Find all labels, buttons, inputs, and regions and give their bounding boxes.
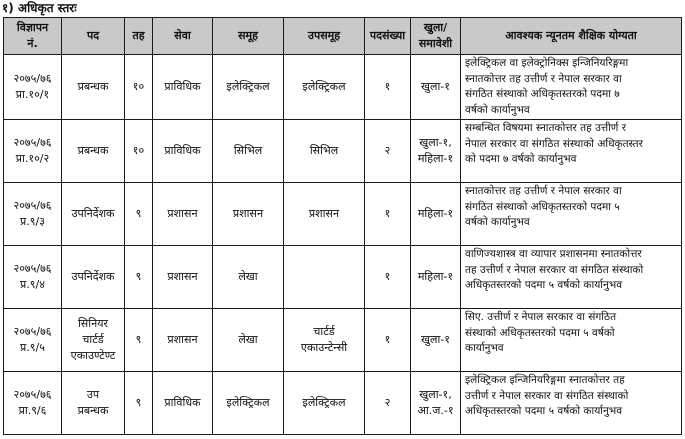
level-cell: ९	[125, 183, 153, 246]
qualification-line: तह उत्तीर्ण र नेपाल सरकार वा संगठित संस्थाको	[465, 263, 644, 276]
table-row	[4, 120, 682, 183]
category-line: खुला-१,	[419, 388, 452, 401]
post-line: उपनिर्देशक	[71, 207, 115, 220]
category-line: महिला-१	[417, 270, 454, 283]
ad-no-cell	[4, 309, 62, 372]
qualification-line: कार्यानुभव	[465, 342, 504, 354]
qualification-cell	[461, 120, 682, 183]
post-line: सिनियर	[77, 317, 109, 330]
qualification-line: स्नातकोत्तर तह उत्तीर्ण र नेपाल सरकार वा	[465, 185, 622, 197]
category-line: खुला-१,	[419, 136, 452, 149]
qualification-line: वाणिज्यशास्त्र वा व्यापार प्रशासनमा स्नातकोत्तर	[465, 248, 642, 260]
group-cell: प्रशासन	[213, 183, 284, 246]
table-body	[4, 55, 682, 435]
qualification-cell	[461, 55, 682, 120]
ad-no-line: प्रा.९/६	[18, 404, 47, 417]
category-line: खुला-१	[421, 333, 450, 346]
post-cell	[62, 309, 125, 372]
ad-no-line: २०७५/७६	[13, 388, 52, 401]
service-cell: प्रशासन	[153, 309, 213, 372]
post-line: उप	[86, 388, 100, 401]
ad-no-line: २०७५/७६	[13, 199, 52, 212]
service-cell: प्राविधिक	[153, 55, 213, 120]
subgroup-line: इलेक्ट्रिकल	[302, 80, 346, 93]
subgroup-cell	[284, 372, 365, 435]
post-cell	[62, 246, 125, 309]
category-cell	[411, 309, 461, 372]
ad-no-line: प्र.९/३	[20, 215, 45, 228]
qualification-line: उत्तीर्ण र नेपाल सरकार वा संगठित संस्थाको	[465, 389, 629, 402]
vacancy-table	[3, 17, 682, 435]
subgroup-cell	[284, 183, 365, 246]
level-cell: ९	[125, 372, 153, 435]
ad-no-line: प्रा.१०/१	[15, 88, 50, 101]
ad-no-line: २०७५/७६	[13, 136, 52, 149]
post-cell	[62, 120, 125, 183]
header-ad-no-line: नं.	[27, 37, 38, 50]
post-line: एकाउण्टेण्ट	[70, 349, 116, 362]
category-line: महिला-१	[417, 207, 454, 220]
qualification-line: इलेक्ट्रिकल वा इलेक्ट्रोनिक्स इन्जिनियरिङ्गमा	[465, 57, 629, 69]
qualification-cell	[461, 372, 682, 435]
subgroup-line: इलेक्ट्रिकल	[302, 396, 346, 409]
service-cell: प्रशासन	[153, 183, 213, 246]
qualification-line: नेपाल सरकार वा संगठित संस्थाको अधिकृतस्तर	[465, 137, 643, 150]
subgroup-cell	[284, 120, 365, 183]
group-cell: लेखा	[213, 246, 284, 309]
header-row	[4, 18, 682, 55]
count-cell: २	[365, 372, 411, 435]
qualification-line: सिए. उत्तीर्ण र नेपाल सरकार वा संगठित	[465, 311, 617, 323]
service-cell: प्राविधिक	[153, 120, 213, 183]
ad-no-cell	[4, 372, 62, 435]
header-qualification: आवश्यक न्यूनतम शैक्षिक योग्यता	[461, 18, 682, 55]
count-cell: १	[365, 246, 411, 309]
level-cell: ९	[125, 246, 153, 309]
ad-no-cell	[4, 183, 62, 246]
count-cell: १	[365, 183, 411, 246]
qualification-cell	[461, 183, 682, 246]
ad-no-line: प्र.९/५	[20, 341, 45, 354]
subgroup-line: एकाउन्टेन्सी	[300, 341, 348, 354]
post-line: प्रबन्धक	[77, 144, 109, 157]
level-cell: १०	[125, 120, 153, 183]
qualification-line: संस्थाको अधिकृतस्तरको पदमा ५ वर्षको	[465, 326, 615, 339]
subgroup-line: चार्टर्ड	[313, 325, 335, 338]
category-cell	[411, 183, 461, 246]
table-row	[4, 372, 682, 435]
ad-no-line: २०७५/७६	[13, 262, 52, 275]
qualification-line: अधिकृतस्तरको पदमा ५ वर्षको कार्यानुभव	[465, 405, 623, 417]
header-ad-no-line: विज्ञापन	[16, 21, 49, 34]
qualification-line: सम्बन्धित विषयमा स्नातकोत्तर तह उत्तीर्ण र	[465, 122, 627, 134]
qualification-line: को पदमा ७ वर्षको कार्यानुभव	[465, 153, 577, 165]
table-row	[4, 55, 682, 120]
group-cell: लेखा	[213, 309, 284, 372]
post-line: प्रबन्धक	[77, 80, 109, 93]
table-row	[4, 183, 682, 246]
qualification-line: स्नातकोत्तर तह उत्तीर्ण र नेपाल सरकार वा	[465, 72, 622, 85]
post-cell	[62, 372, 125, 435]
qualification-cell	[461, 309, 682, 372]
ad-no-line: २०७५/७६	[13, 72, 52, 85]
qualification-line: संगठित संस्थाको अधिकृतस्तरको पदमा ५	[465, 200, 620, 213]
table-row	[4, 246, 682, 309]
section-title: १) अधिकृत स्तरः	[2, 1, 77, 15]
subgroup-cell	[284, 55, 365, 120]
post-cell	[62, 55, 125, 120]
level-cell: १०	[125, 55, 153, 120]
category-line: खुला-१	[421, 80, 450, 93]
header-count: पदसंख्या	[365, 18, 411, 55]
category-line: आ.ज.-१	[417, 404, 454, 417]
subgroup-line: सिभिल	[309, 144, 339, 157]
group-cell: इलेक्ट्रिकल	[213, 55, 284, 120]
subgroup-cell	[284, 309, 365, 372]
count-cell: १	[365, 55, 411, 120]
level-cell: ९	[125, 309, 153, 372]
header-open-inclusive-line: खुला/	[423, 21, 448, 34]
qualification-line: संगठित संस्थाको अधिकृतस्तरको पदमा ७	[465, 88, 620, 100]
group-cell: इलेक्ट्रिकल	[213, 372, 284, 435]
post-line: प्रबन्धक	[77, 404, 109, 417]
header-level: तह	[125, 18, 153, 55]
qualification-line: इलेक्ट्रिकल इन्जिनियरिङ्गमा स्नातकोत्तर तह	[465, 374, 625, 386]
header-ad-no	[4, 18, 62, 55]
header-open-inclusive	[411, 18, 461, 55]
subgroup-cell	[284, 246, 365, 309]
post-cell	[62, 183, 125, 246]
category-cell	[411, 246, 461, 309]
qualification-line: वर्षको कार्यानुभव	[465, 216, 530, 228]
ad-no-line: २०७५/७६	[13, 325, 52, 338]
header-post: पद	[62, 18, 125, 55]
header-group: समूह	[213, 18, 284, 55]
service-cell: प्रशासन	[153, 246, 213, 309]
subgroup-line: प्रशासन	[308, 207, 340, 220]
group-cell: सिभिल	[213, 120, 284, 183]
ad-no-line: प्र.९/४	[20, 278, 45, 291]
ad-no-cell	[4, 120, 62, 183]
service-cell: प्राविधिक	[153, 372, 213, 435]
table-row	[4, 309, 682, 372]
category-cell	[411, 372, 461, 435]
header-service: सेवा	[153, 18, 213, 55]
count-cell: १	[365, 309, 411, 372]
post-line: चार्टर्ड	[82, 333, 104, 346]
category-line: महिला-१	[417, 152, 454, 165]
header-open-inclusive-line: समावेशी	[418, 37, 453, 50]
count-cell: २	[365, 120, 411, 183]
category-cell	[411, 120, 461, 183]
qualification-line: वर्षको कार्यानुभव	[465, 103, 530, 116]
ad-no-cell	[4, 246, 62, 309]
ad-no-line: प्रा.१०/२	[15, 152, 50, 165]
post-line: उपनिर्देशक	[71, 270, 115, 283]
qualification-cell	[461, 246, 682, 309]
category-cell	[411, 55, 461, 120]
ad-no-cell	[4, 55, 62, 120]
qualification-line: अधिकृतस्तरको पदमा ५ वर्षको कार्यानुभव	[465, 279, 623, 291]
header-subgroup: उपसमूह	[284, 18, 365, 55]
